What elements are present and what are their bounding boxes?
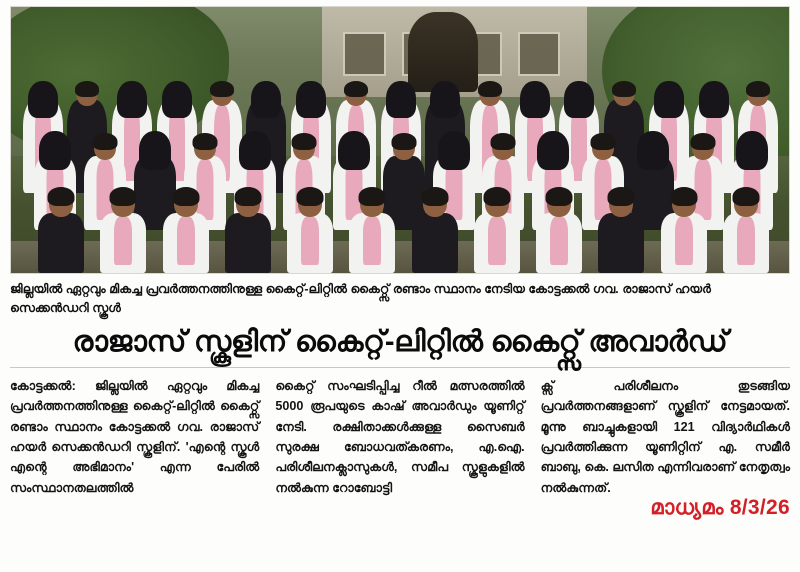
photo-person [163,177,209,273]
person-uniform-sash [395,160,412,220]
person-uniform-sash [675,217,693,265]
article-column-1 [10,376,259,498]
person-hair [75,81,99,97]
person-hair [48,187,75,206]
article-column-2: കൈറ്റ് സംഘടിപ്പിച്ച റീൽ മത്സരത്തിൽ 5000 രൂപയുടെ കാഷ് അവാർഡും യൂണിറ്റ് നേടി. രക്ഷിതാക്കൾക്കുള്ള സൈബർ സുരക്ഷ ബോധവത്കരണം, എ.ഐ. പരിശീലനക്ലാസുകൾ, സമീപ സ്കൂളുകളിൽ നൽകുന്ന റോബോട്ടി [275,378,525,495]
article-column-3: ക്സ് പരിശീലനം തുടങ്ങിയ പ്രവർത്തനങ്ങളാണ് സ്കൂളിന് നേട്ടമായത്. മൂന്നു ബാച്ചുകളായി 121 വിദ്യാർഥികൾ പ്രവർത്തിക്കുന്ന യൂണിറ്റിന് എ. സമീർ ബാബു, കെ. ലസിത എന്നിവരാണ് നേതൃത്വം നൽകുന്നത്. [540,378,790,495]
person-hair [359,187,386,206]
person-uniform-sash [426,217,444,265]
photo-person [100,177,146,273]
person-hair [612,81,636,97]
person-uniform-sash [52,217,70,265]
person-headscarf [39,131,71,170]
person-hair [192,133,217,150]
person-hair [746,81,770,97]
person-headscarf [537,131,569,170]
photo-person [287,177,333,273]
photo-person [225,177,271,273]
person-uniform-sash [488,217,506,265]
person-hair [172,187,199,206]
person-hair [690,133,715,150]
headline-divider [10,367,790,368]
person-hair [608,187,635,206]
photo-person [349,177,395,273]
publication-date: 8/3/26 [729,496,790,520]
person-headscarf [139,131,171,170]
person-uniform-sash [239,217,257,265]
person-hair [297,187,324,206]
person-hair [546,187,573,206]
person-headscarf [239,131,271,170]
person-hair [344,81,368,97]
person-headscarf [736,131,768,170]
person-hair [292,133,317,150]
photo-person [598,177,644,273]
dateline: കോട്ടക്കൽ: [10,378,76,393]
person-hair [234,187,261,206]
person-hair [591,133,616,150]
photo-person [661,177,707,273]
person-uniform-sash [612,217,630,265]
person-uniform-sash [301,217,319,265]
person-hair [110,187,137,206]
photo-person [412,177,458,273]
person-hair [391,133,416,150]
group-photo-students [10,6,790,274]
person-hair [491,133,516,150]
article-headline: രാജാസ് സ്കൂളിന് കൈറ്റ്-ലിറ്റിൽ കൈറ്റ്സ് അവാർഡ് [72,326,728,359]
person-hair [421,187,448,206]
person-uniform-sash [177,217,195,265]
photo-person [536,177,582,273]
person-hair [732,187,759,206]
person-hair [483,187,510,206]
person-hair [670,187,697,206]
article-column-1-text: ജില്ലയിൽ ഏറ്റവും മികച്ച പ്രവർത്തനത്തിനുള്ള കൈറ്റ്-ലിറ്റിൽ കൈറ്റ്സ് രണ്ടാം സ്ഥാനം കോട്ടക്കൽ ഗവ. രാജാസ് ഹയർ സെക്കൻഡറി സ്കൂളിന്. 'എന്റെ സ്കൂൾ എന്റെ അഭിമാനം' എന്ന പേരിൽ സംസ്ഥാനതലത്തിൽ [10,378,260,495]
publication-name: മാധ്യമം [650,496,724,520]
person-uniform-sash [363,217,381,265]
person-uniform-sash [114,217,132,265]
photo-person [723,177,769,273]
photo-person [474,177,520,273]
person-uniform-sash [737,217,755,265]
person-headscarf [438,131,470,170]
person-uniform-sash [550,217,568,265]
photo-person [38,177,84,273]
person-headscarf [338,131,370,170]
person-hair [210,81,234,97]
person-headscarf [637,131,669,170]
person-hair [478,81,502,97]
article-body [10,376,790,520]
photo-caption: ജില്ലയിൽ ഏറ്റവും മികച്ച പ്രവർത്തനത്തിനുള്ള കൈറ്റ്-ലിറ്റിൽ കൈറ്റ്സ് രണ്ടാം സ്ഥാനം നേടിയ കോട്ടക്കൽ ഗവ. രാജാസ് ഹയർ സെക്കൻഡറി സ്കൂൾ [10,282,711,316]
publication-stamp [650,496,790,520]
person-hair [93,133,118,150]
